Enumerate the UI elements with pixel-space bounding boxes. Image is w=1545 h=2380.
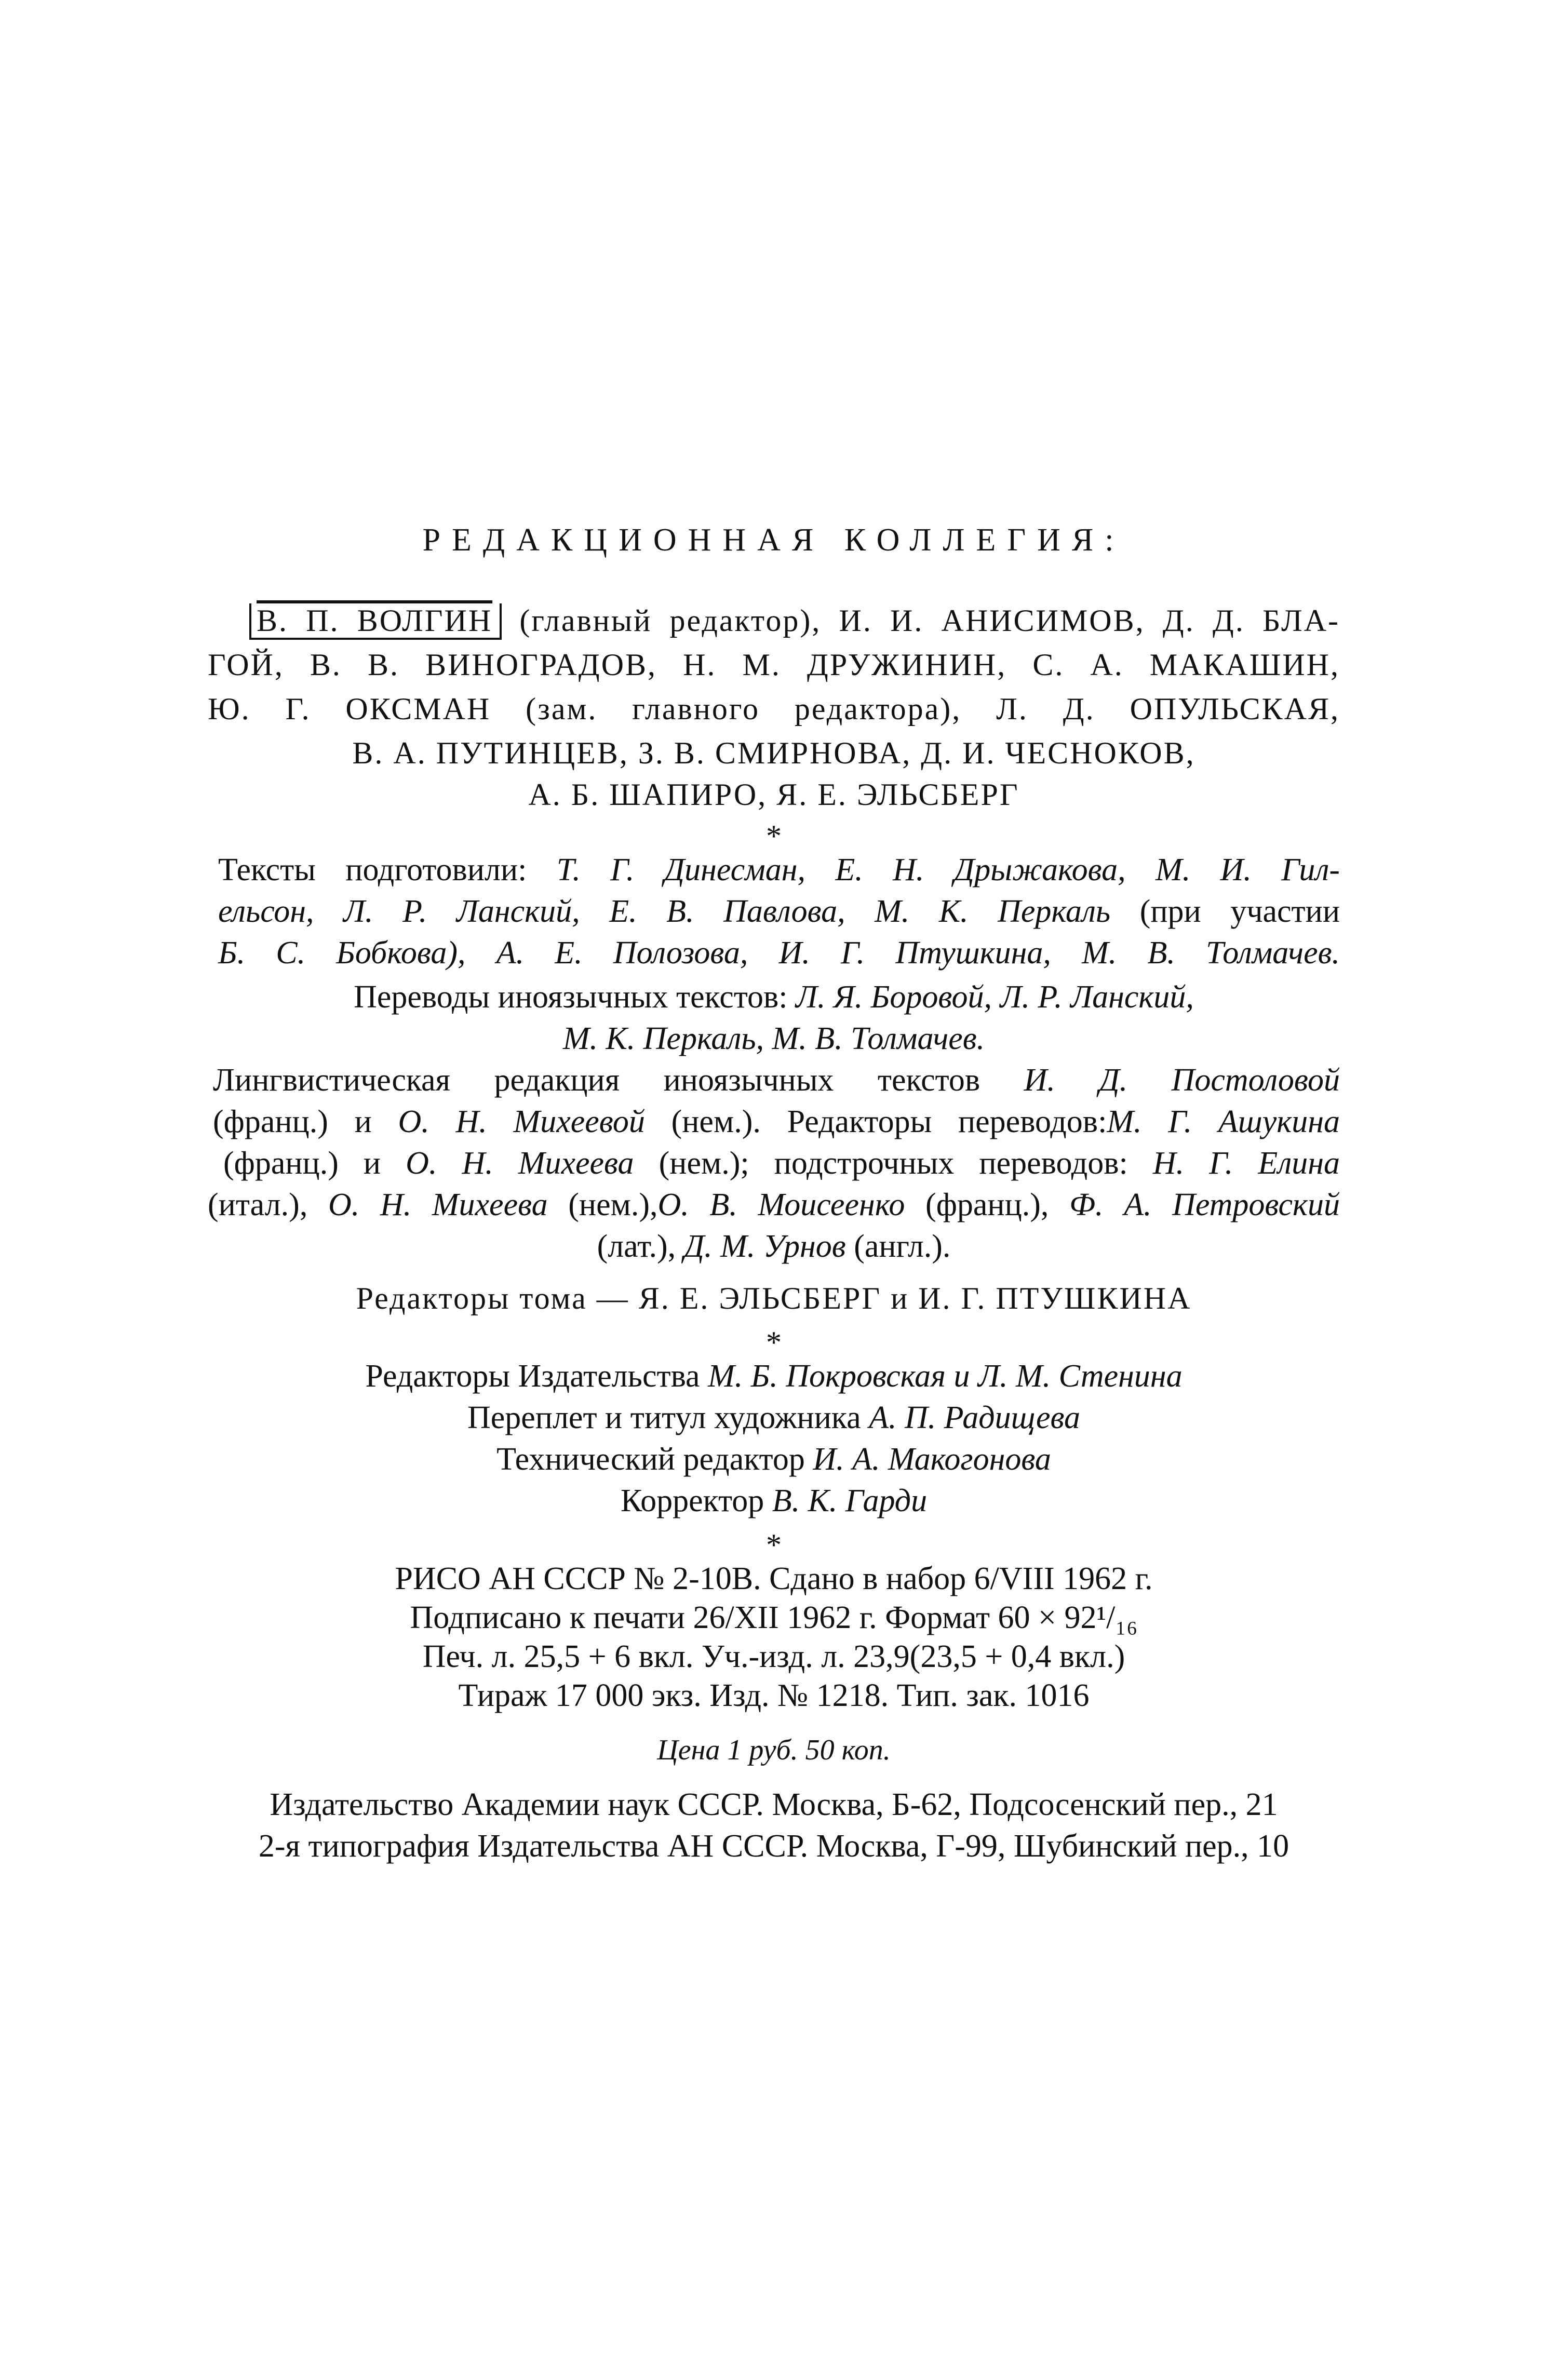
board-heading: РЕДАКЦИОННАЯ КОЛЛЕГИЯ: — [422, 522, 1125, 558]
pub-editors-label: Редакторы Издательства — [365, 1359, 700, 1394]
ling-line-4-c: (нем.), — [568, 1187, 658, 1222]
ling-line-2-a: (франц.) и — [213, 1104, 372, 1139]
publisher-line-1: Издательство Академии наук СССР. Москва, Б-62, Подсосенский пер., 21 — [270, 1787, 1278, 1822]
pub-editors-names: М. Б. Покровская и Л. М. Стенина — [708, 1359, 1183, 1394]
imprint-line-3: Печ. л. 25,5 + 6 вкл. Уч.-изд. л. 23,9(23,5 + 0,4 вкл.) — [422, 1639, 1125, 1674]
price: Цена 1 руб. 50 коп. — [657, 1734, 891, 1766]
tech-editor-line — [156, 1438, 1392, 1480]
tech-editor-label: Технический редактор — [496, 1442, 805, 1477]
board-line-3: Ю. Г. ОКСМАН (зам. главного редактора), Л. Д. ОПУЛЬСКАЯ, — [208, 692, 1340, 726]
binding-label: Переплет и титул художника — [467, 1400, 861, 1435]
ling-line-3-a: (франц.) и — [223, 1146, 381, 1181]
ling-line-4-b: О. Н. Михеева — [328, 1187, 548, 1222]
ling-line-4-f: Ф. А. Петровский — [1069, 1187, 1340, 1222]
ling-name-1: И. Д. Постоловой — [1024, 1063, 1340, 1098]
imprint-line-4: Тираж 17 000 экз. Изд. № 1218. Тип. зак. 1016 — [458, 1678, 1090, 1713]
publisher-line-2: 2-я типография Издательства АН СССР. Москва, Г-99, Шубинский пер., 10 — [258, 1828, 1289, 1864]
ling-line-4 — [208, 1184, 1340, 1226]
separator-star-1: * — [766, 819, 782, 853]
texts-label: Тексты подготовили: — [218, 852, 527, 888]
binding-name: А. П. Радищева — [869, 1400, 1080, 1435]
translations-line-1 — [156, 976, 1392, 1018]
texts-line-2 — [218, 891, 1340, 932]
translations-names-1: Л. Я. Боровой, Л. Р. Ланский, — [796, 979, 1194, 1015]
texts-note: (при участии — [1139, 894, 1340, 929]
ling-line-5-a: (лат.), — [597, 1229, 676, 1264]
texts-names-1: Т. Г. Динесман, Е. Н. Дрыжакова, М. И. Гил- — [556, 852, 1340, 888]
board-line-2: ГОЙ, В. В. ВИНОГРАДОВ, Н. М. ДРУЖИНИН, С. А. МАКАШИН, — [208, 648, 1340, 682]
imprint-line-1: РИСО АН СССР № 2-10В. Сдано в набор 6/VIII 1962 г. — [395, 1561, 1153, 1596]
board-line-5: А. Б. ШАПИРО, Я. Е. ЭЛЬСБЕРГ — [528, 777, 1019, 812]
corrector-label: Корректор — [620, 1483, 764, 1518]
volume-editors: Редакторы тома — Я. Е. ЭЛЬСБЕРГ и И. Г. ПТУШКИНА — [356, 1281, 1192, 1315]
translations-line-2: М. К. Перкаль, М. В. Толмачев. — [562, 1021, 985, 1056]
corrector-name: В. К. Гарди — [772, 1483, 928, 1518]
ling-line-2-b: О. Н. Михеевой — [398, 1104, 645, 1139]
ling-line-3-b: О. Н. Михеева — [406, 1146, 634, 1181]
separator-star-3: * — [766, 1528, 782, 1562]
ling-line-5-c: (англ.). — [854, 1229, 951, 1264]
ling-line-3-d: Н. Г. Елина — [1152, 1146, 1340, 1181]
chief-editor-name: В. П. ВОЛГИН — [249, 603, 502, 640]
ling-line-4-d: О. В. Моисеенко — [657, 1187, 905, 1222]
ling-line-2-c: (нем.). Редакторы переводов: — [671, 1104, 1107, 1139]
tech-editor-name: И. А. Макогонова — [813, 1442, 1051, 1477]
pub-editors-line — [156, 1355, 1392, 1397]
translations-label: Переводы иноязычных текстов: — [354, 979, 788, 1015]
texts-names-2: ельсон, Л. Р. Ланский, Е. В. Павлова, М. К. Перкаль — [218, 894, 1111, 929]
ling-line-3 — [223, 1142, 1340, 1184]
corrector-line — [156, 1480, 1392, 1522]
ling-line-4-a: (итал.), — [208, 1187, 308, 1222]
ling-label: Лингвистическая редакция иноязычных текстов — [213, 1063, 980, 1098]
texts-line-1 — [218, 849, 1340, 891]
binding-line — [156, 1397, 1392, 1438]
ling-line-3-c: (нем.); подстрочных переводов: — [659, 1146, 1128, 1181]
board-line-4: В. А. ПУТИНЦЕВ, З. В. СМИРНОВА, Д. И. ЧЕСНОКОВ, — [352, 736, 1195, 770]
ling-line-5-b: Д. М. Урнов — [683, 1229, 846, 1264]
separator-star-2: * — [766, 1325, 782, 1360]
ling-line-2 — [213, 1101, 1340, 1142]
ling-line-1 — [213, 1059, 1340, 1101]
board-line-1 — [249, 600, 1340, 641]
board-line-1-rest: (главный редактор), И. И. АНИСИМОВ, Д. Д. БЛА- — [519, 603, 1340, 638]
texts-line-3: Б. С. Бобкова), А. Е. Полозова, И. Г. Птушкина, М. В. Толмачев. — [218, 935, 1340, 971]
ling-line-5 — [156, 1226, 1392, 1267]
imprint-line-2: Подписано к печати 26/XII 1962 г. Формат 60 × 92¹/₁₆ — [410, 1600, 1138, 1635]
ling-line-2-d: М. Г. Ашукина — [1107, 1104, 1340, 1139]
ling-line-4-e: (франц.), — [925, 1187, 1049, 1222]
